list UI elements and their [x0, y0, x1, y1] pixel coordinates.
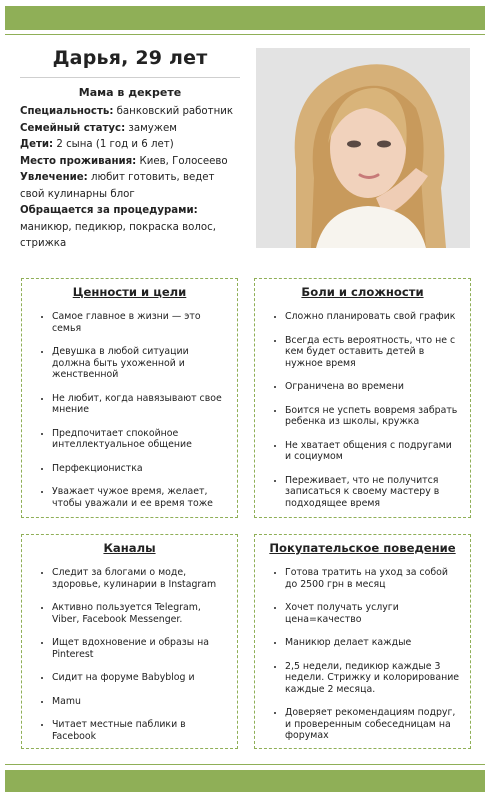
field-value: 2 сына (1 год и 6 лет)	[53, 139, 174, 150]
field-label: Дети:	[20, 139, 54, 150]
list-item: • Не любит, когда навязывают свое мнение	[52, 393, 227, 416]
section-title: Боли и сложности	[301, 285, 424, 299]
channels-section	[21, 534, 238, 749]
list-item: • Боится не успеть вовремя забрать ребенка из школы, кружка	[285, 405, 460, 428]
section-title: Покупательское поведение	[269, 541, 456, 555]
field-procedures	[20, 203, 240, 253]
list-item: • Сидит на форуме Babyblog и	[52, 672, 227, 684]
field-value: замужем	[125, 122, 177, 134]
field-residence	[20, 154, 240, 171]
field-value: любит готовить, ведет свой кулинарны блог	[20, 172, 215, 200]
buying-behavior-section	[254, 534, 471, 749]
list-item: • Хочет получать услуги цена=качество	[285, 602, 460, 625]
list-item: • Следит за блогами о моде, здоровье, кулинарии в Instagram	[52, 567, 227, 590]
list-item: • Ищет вдохновение и образы на Pinterest	[52, 637, 227, 660]
field-label: Увлечение:	[20, 172, 88, 183]
list-item: • Маникюр делает каждые	[285, 637, 460, 649]
list-item: • Самое главное в жизни — это семья	[52, 311, 227, 334]
list-item: • Готова тратить на уход за собой до 2500 грн в месяц	[285, 567, 460, 590]
portrait-photo	[256, 48, 470, 248]
field-family-status	[20, 121, 240, 138]
bottom-divider	[5, 764, 485, 765]
field-value: Киев, Голосеево	[136, 155, 228, 167]
list-item: • Доверяет рекомендациям подруг, и проверенным собеседницам на форумах	[285, 707, 460, 742]
field-value: маникюр, педикюр, покраска волос, стрижка	[20, 221, 216, 249]
list-item: • Не хватает общения с подругами и социумом	[285, 440, 460, 463]
persona-title: Дарья, 29 лет	[20, 47, 240, 78]
list-item: • Девушка в любой ситуации должна быть ухоженной и женственной	[52, 346, 227, 381]
bottom-green-band	[5, 770, 485, 792]
list-item: • 2,5 недели, педикюр каждые 3 недели. Стрижку и колорирование каждые 2 месяца.	[285, 661, 460, 696]
field-label: Семейный статус:	[20, 122, 126, 134]
behavior-list	[265, 567, 460, 742]
pains-difficulties-section	[254, 278, 471, 518]
persona-subtitle: Мама в декрете	[78, 86, 182, 99]
section-title: Каналы	[103, 541, 156, 555]
portrait-illustration	[256, 48, 470, 248]
field-label: Специальность:	[20, 106, 114, 117]
profile-block	[20, 47, 240, 253]
list-item: • Переживает, что не получится записаться к своему мастеру в подходящее время	[285, 475, 460, 510]
pains-list	[265, 311, 460, 509]
field-children	[20, 137, 240, 154]
list-item: • Активно пользуется Telegram, Viber, Facebook Messenger.	[52, 602, 227, 625]
list-item: • Перфекционистка	[52, 463, 227, 475]
field-label: Обращается за процедурами:	[20, 205, 198, 216]
list-item: • Уважает чужое время, желает, чтобы уважали и ее время тоже	[52, 486, 227, 509]
top-divider	[5, 34, 485, 35]
list-item: • Предпочитает спокойное интеллектуальное общение	[52, 428, 227, 451]
list-item: • Mamu	[52, 696, 227, 708]
list-item: • Ограничена во времени	[285, 381, 460, 393]
list-item: • Читает местные паблики в Facebook	[52, 719, 227, 742]
top-green-band	[5, 6, 485, 30]
list-item: • Сложно планировать свой график	[285, 311, 460, 323]
channels-list	[32, 567, 227, 742]
field-specialty	[20, 104, 240, 121]
field-hobby	[20, 170, 240, 203]
list-item: • Всегда есть вероятность, что не с кем будет оставить детей в нужное время	[285, 335, 460, 370]
values-goals-section	[21, 278, 238, 518]
values-list	[32, 311, 227, 509]
field-label: Место проживания:	[20, 155, 137, 167]
field-value: банковский работник	[113, 106, 234, 117]
section-title: Ценности и цели	[72, 285, 187, 299]
